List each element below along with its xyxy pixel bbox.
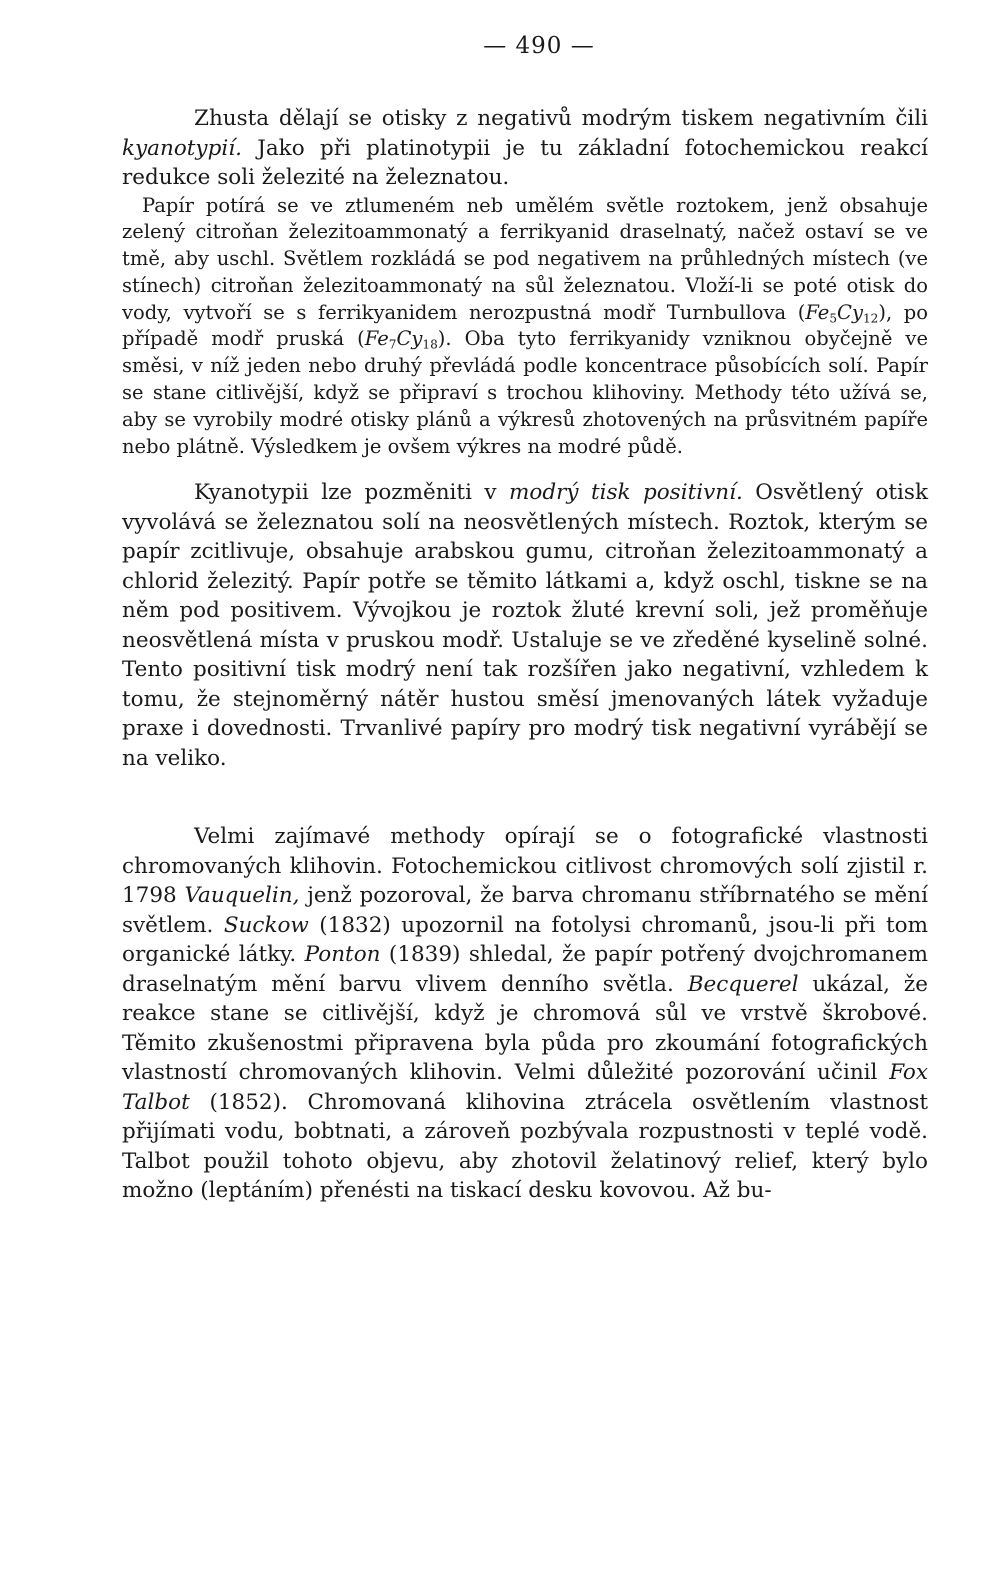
formula-symbol: Cy: [837, 300, 863, 324]
formula-subscript: 7: [388, 338, 397, 353]
person-name: Fox Talbot: [122, 1060, 928, 1115]
emphasis: kyanotypií.: [122, 135, 242, 161]
text: Velmi zajímavé methody opírají se o fotografické vlastnosti chromovaných klihovin. Fotochemickou citlivost chromových solí zjistil r. 1798: [122, 824, 928, 909]
paragraph-cyanotype-intro: [122, 104, 928, 193]
text: Jako při platinotypii je tu základní fotochemickou reakcí redukce soli železité na železnatou.: [122, 135, 928, 190]
formula-symbol: Fe: [364, 327, 389, 351]
text: ). Oba tyto ferrikyanidy vzniknou obyčejně ve směsi, v níž jeden nebo druhý převládá podle koncentrace působících solí. Papír se stane citlivější, když se připraví s trochou klihoviny. Methody této užívá se, aby se vyrobily modré otisky plánů a výkresů zhotovených na průsvitném papíře nebo plátně. Výsledkem je ovšem výkres na modré půdě.: [122, 327, 928, 458]
person-name: Suckow: [223, 912, 309, 938]
person-name: Becquerel: [687, 971, 799, 997]
text: ukázal, že reakce stane se citlivější, když je chromová sůl ve vrstvě škrobové. Těmito zkušenostmi připravena byla půda pro zkoumání fotografických vlastností chromovaných klihovin. Velmi důležité pozorování učinil: [122, 971, 928, 1086]
formula-subscript: 5: [829, 311, 838, 326]
formula-subscript: 18: [422, 338, 438, 353]
text: ), po případě modř pruská (: [122, 300, 928, 351]
text: Papír potírá se ve ztlumeném neb umělém světle roztokem, jenž obsahuje zelený citroňan železitoammonatý a ferrikyanid draselnatý, načež ostaví se ve tmě, aby uschl. Světlem rozkládá se pod negativem na průhledných místech (ve stínech) citroňan železitoammonatý na sůl železnatou. Vloží-li se poté otisk do vody, vytvoří se s ferrikyanidem nerozpustná modř Turnbullova (: [122, 193, 928, 324]
formula-symbol: Fe: [805, 300, 830, 324]
person-name: Ponton: [304, 942, 381, 968]
person-name: Vauquelin,: [184, 883, 300, 909]
formula-symbol: Cy: [396, 327, 423, 351]
paragraph-positive-print: [122, 478, 928, 773]
book-page: [122, 28, 928, 1206]
paragraph-cyanotype-detail: [122, 193, 928, 461]
text: (1852). Chromovaná klihovina ztrácela osvětlením vlastnost přijímati vodu, bobtnati, a zároveň pozbývala rozpustnosti v teplé vodě. Talbot použil tohoto objevu, aby zhotovil želatinový relief, který bylo možno (leptáním) přenésti na tiskací desku kovovou. Až bu-: [122, 1089, 928, 1204]
formula-subscript: 12: [862, 311, 879, 326]
emphasis: modrý tisk positivní.: [508, 480, 743, 506]
text: Osvětlený otisk vyvolává se železnatou solí na neosvětlených místech. Roztok, kterým se papír zcitlivuje, obsahuje arabskou gumu, citroňan železitoammonatý a chlorid železitý. Papír potře se těmito látkami a, když oschl, tiskne se na něm pod positivem. Vývojkou je roztok žluté krevní soli, jež proměňuje neosvětlená místa v pruskou modř. Ustaluje se ve zředěné kyselině solné. Tento positivní tisk modrý není tak rozšířen jako negativní, vzhledem k tomu, že stejnoměrný nátěr hustou směsí jmenovaných látek vyžaduje praxe i dovednosti. Trvanlivé papíry pro modrý tisk negativní vyrábějí se na veliko.: [122, 480, 928, 771]
text: (1839) shledal, že papír potřený dvojchromanem draselnatým mění barvu vlivem denního světla.: [122, 942, 929, 997]
paragraph-chromated-colloids: [122, 822, 928, 1206]
page-number: — 490 —: [483, 33, 595, 59]
text: Zhusta dělají se otisky z negativů modrým tiskem negativním čili: [194, 106, 928, 131]
text: jenž pozoroval, že barva chromanu stříbrnatého se mění světlem.: [122, 883, 928, 938]
text: (1832) upozornil na fotolysi chromanů, jsou-li při tom organické látky.: [122, 912, 928, 968]
text: Kyanotypii lze pozměniti v: [194, 480, 509, 506]
